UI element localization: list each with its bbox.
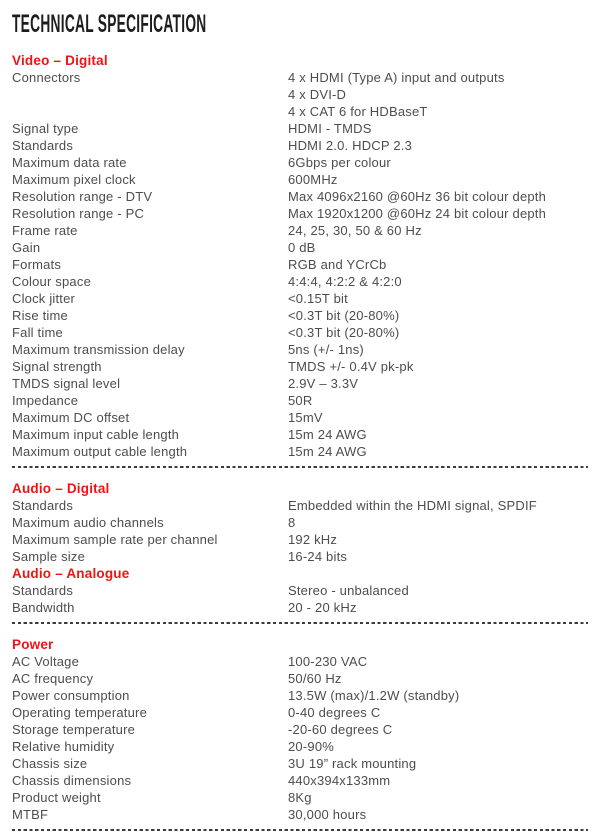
- spec-value: [288, 582, 588, 599]
- spec-row: [12, 256, 588, 273]
- spec-row: [12, 514, 588, 531]
- spec-row: [12, 443, 588, 460]
- spec-row: [12, 273, 588, 290]
- spec-label: Standards: [12, 583, 74, 598]
- spec-label: Colour space: [12, 274, 91, 289]
- spec-value-line: RGB and YCrCb: [288, 257, 387, 272]
- spec-value: [288, 154, 588, 171]
- spec-value-line: 192 kHz: [288, 532, 338, 547]
- spec-row: [12, 687, 588, 704]
- spec-label: Signal type: [12, 121, 79, 136]
- spec-label: Resolution range - PC: [12, 206, 145, 221]
- spec-value: [288, 721, 588, 738]
- spec-row: [12, 154, 588, 171]
- spec-value-line: HDMI 2.0. HDCP 2.3: [288, 138, 413, 153]
- spec-value-line: 5ns (+/- 1ns): [288, 342, 364, 357]
- spec-value-line: 4 x HDMI (Type A) input and outputs: [288, 70, 505, 85]
- spec-row: [12, 358, 588, 375]
- spec-row: [12, 806, 588, 823]
- spec-value-line: 100-230 VAC: [288, 654, 368, 669]
- spec-row: [12, 582, 588, 599]
- spec-label: AC Voltage: [12, 654, 80, 669]
- spec-row: [12, 324, 588, 341]
- spec-label: Signal strength: [12, 359, 102, 374]
- spec-value: [288, 375, 588, 392]
- spec-value: [288, 443, 588, 460]
- spec-value-line: 4:4:4, 4:2:2 & 4:2:0: [288, 274, 402, 289]
- spec-row: [12, 239, 588, 256]
- spec-value-line: Max 1920x1200 @60Hz 24 bit colour depth: [288, 206, 547, 221]
- spec-row: [12, 426, 588, 443]
- spec-label: Clock jitter: [12, 291, 76, 306]
- dashed-divider: [12, 622, 588, 624]
- spec-label: Power consumption: [12, 688, 130, 703]
- spec-value: [288, 256, 588, 273]
- spec-label: Operating temperature: [12, 705, 147, 720]
- spec-row: [12, 531, 588, 548]
- spec-row: [12, 188, 588, 205]
- spec-label: Maximum data rate: [12, 155, 127, 170]
- spec-row: [12, 789, 588, 806]
- spec-value-line: 4 x DVI-D: [288, 87, 347, 102]
- spec-section: [12, 480, 588, 565]
- spec-value: [288, 531, 588, 548]
- spec-row: [12, 392, 588, 409]
- spec-value-line: 15m 24 AWG: [288, 427, 367, 442]
- spec-value-line: 4 x CAT 6 for HDBaseT: [288, 104, 428, 119]
- spec-value: [288, 409, 588, 426]
- spec-label: Chassis size: [12, 756, 88, 771]
- spec-label: Relative humidity: [12, 739, 115, 754]
- spec-value-line: <0.3T bit (20-80%): [288, 325, 400, 340]
- spec-value: [288, 222, 588, 239]
- spec-value-line: 3U 19” rack mounting: [288, 756, 417, 771]
- spec-row: [12, 137, 588, 154]
- spec-value: [288, 497, 588, 514]
- spec-value: [288, 69, 588, 120]
- spec-row: [12, 69, 588, 120]
- spec-value: [288, 687, 588, 704]
- spec-value-line: 15mV: [288, 410, 323, 425]
- spec-value: [288, 290, 588, 307]
- spec-row: [12, 290, 588, 307]
- spec-label: MTBF: [12, 807, 49, 822]
- spec-value: [288, 772, 588, 789]
- spec-row: [12, 120, 588, 137]
- spec-value-line: 8: [288, 515, 296, 530]
- spec-label: Maximum sample rate per channel: [12, 532, 218, 547]
- spec-value: [288, 358, 588, 375]
- spec-value-line: 8Kg: [288, 790, 312, 805]
- spec-sections: [12, 52, 588, 831]
- spec-label: Formats: [12, 257, 62, 272]
- spec-section: [12, 52, 588, 460]
- spec-value-line: Embedded within the HDMI signal, SPDIF: [288, 498, 537, 513]
- spec-label: Standards: [12, 498, 74, 513]
- spec-row: [12, 341, 588, 358]
- spec-label: Connectors: [12, 70, 81, 85]
- spec-row: [12, 205, 588, 222]
- spec-row: [12, 222, 588, 239]
- spec-value-line: 6Gbps per colour: [288, 155, 391, 170]
- spec-value: [288, 806, 588, 823]
- spec-label: Maximum transmission delay: [12, 342, 185, 357]
- spec-label: Standards: [12, 138, 74, 153]
- spec-label: Product weight: [12, 790, 101, 805]
- spec-value-line: Stereo - unbalanced: [288, 583, 409, 598]
- spec-value-line: <0.15T bit: [288, 291, 348, 306]
- spec-value: [288, 653, 588, 670]
- spec-row: [12, 738, 588, 755]
- section-heading: Audio – Digital: [12, 481, 110, 496]
- dashed-divider: [12, 466, 588, 468]
- section-heading: Power: [12, 637, 54, 652]
- spec-value: [288, 755, 588, 772]
- spec-label: Maximum DC offset: [12, 410, 130, 425]
- spec-label: Impedance: [12, 393, 79, 408]
- spec-value-line: 24, 25, 30, 50 & 60 Hz: [288, 223, 422, 238]
- spec-value: [288, 324, 588, 341]
- spec-value: [288, 137, 588, 154]
- spec-row: [12, 704, 588, 721]
- spec-row: [12, 497, 588, 514]
- spec-value: [288, 307, 588, 324]
- spec-value: [288, 789, 588, 806]
- spec-label: Frame rate: [12, 223, 78, 238]
- spec-value-line: 0-40 degrees C: [288, 705, 381, 720]
- section-heading: Video – Digital: [12, 53, 108, 68]
- spec-label: Bandwidth: [12, 600, 75, 615]
- spec-value: [288, 426, 588, 443]
- spec-label: Resolution range - DTV: [12, 189, 153, 204]
- spec-value-line: 440x394x133mm: [288, 773, 391, 788]
- spec-label: Storage temperature: [12, 722, 136, 737]
- spec-value-line: 50/60 Hz: [288, 671, 342, 686]
- spec-value-line: 30,000 hours: [288, 807, 367, 822]
- page-title: TECHNICAL SPECIFICATION: [12, 10, 207, 38]
- spec-value-line: -20-60 degrees C: [288, 722, 393, 737]
- spec-value-line: 16-24 bits: [288, 549, 348, 564]
- spec-row: [12, 548, 588, 565]
- spec-value-line: TMDS +/- 0.4V pk-pk: [288, 359, 414, 374]
- spec-value-line: 50R: [288, 393, 313, 408]
- spec-row: [12, 653, 588, 670]
- spec-value-line: 0 dB: [288, 240, 316, 255]
- spec-value-line: 20-90%: [288, 739, 335, 754]
- spec-row: [12, 721, 588, 738]
- spec-value: [288, 188, 588, 205]
- spec-row: [12, 375, 588, 392]
- spec-section: [12, 636, 588, 823]
- spec-label: Maximum audio channels: [12, 515, 164, 530]
- spec-value: [288, 599, 588, 616]
- spec-value: [288, 392, 588, 409]
- spec-section: [12, 565, 588, 616]
- spec-row: [12, 772, 588, 789]
- spec-label: Rise time: [12, 308, 68, 323]
- spec-value: [288, 120, 588, 137]
- spec-label: Chassis dimensions: [12, 773, 132, 788]
- spec-value-line: Max 4096x2160 @60Hz 36 bit colour depth: [288, 189, 547, 204]
- spec-value-line: 20 - 20 kHz: [288, 600, 357, 615]
- spec-value: [288, 205, 588, 222]
- spec-value: [288, 738, 588, 755]
- spec-value: [288, 514, 588, 531]
- spec-value-line: 13.5W (max)/1.2W (standby): [288, 688, 460, 703]
- spec-value-line: 2.9V – 3.3V: [288, 376, 359, 391]
- spec-label: Fall time: [12, 325, 63, 340]
- spec-row: [12, 409, 588, 426]
- spec-label: TMDS signal level: [12, 376, 121, 391]
- spec-value: [288, 239, 588, 256]
- spec-label: Sample size: [12, 549, 86, 564]
- spec-value: [288, 341, 588, 358]
- spec-label: Gain: [12, 240, 41, 255]
- spec-value: [288, 273, 588, 290]
- spec-label: AC frequency: [12, 671, 94, 686]
- spec-row: [12, 755, 588, 772]
- dashed-divider: [12, 829, 588, 831]
- spec-label: Maximum input cable length: [12, 427, 180, 442]
- spec-value: [288, 670, 588, 687]
- spec-value: [288, 548, 588, 565]
- spec-label: Maximum output cable length: [12, 444, 188, 459]
- spec-row: [12, 670, 588, 687]
- spec-row: [12, 171, 588, 188]
- spec-value-line: 15m 24 AWG: [288, 444, 367, 459]
- spec-value-line: HDMI - TMDS: [288, 121, 372, 136]
- spec-label: Maximum pixel clock: [12, 172, 136, 187]
- section-heading: Audio – Analogue: [12, 566, 130, 581]
- spec-value-line: <0.3T bit (20-80%): [288, 308, 400, 323]
- spec-value: [288, 171, 588, 188]
- spec-value-line: 600MHz: [288, 172, 338, 187]
- spec-row: [12, 307, 588, 324]
- spec-row: [12, 599, 588, 616]
- spec-value: [288, 704, 588, 721]
